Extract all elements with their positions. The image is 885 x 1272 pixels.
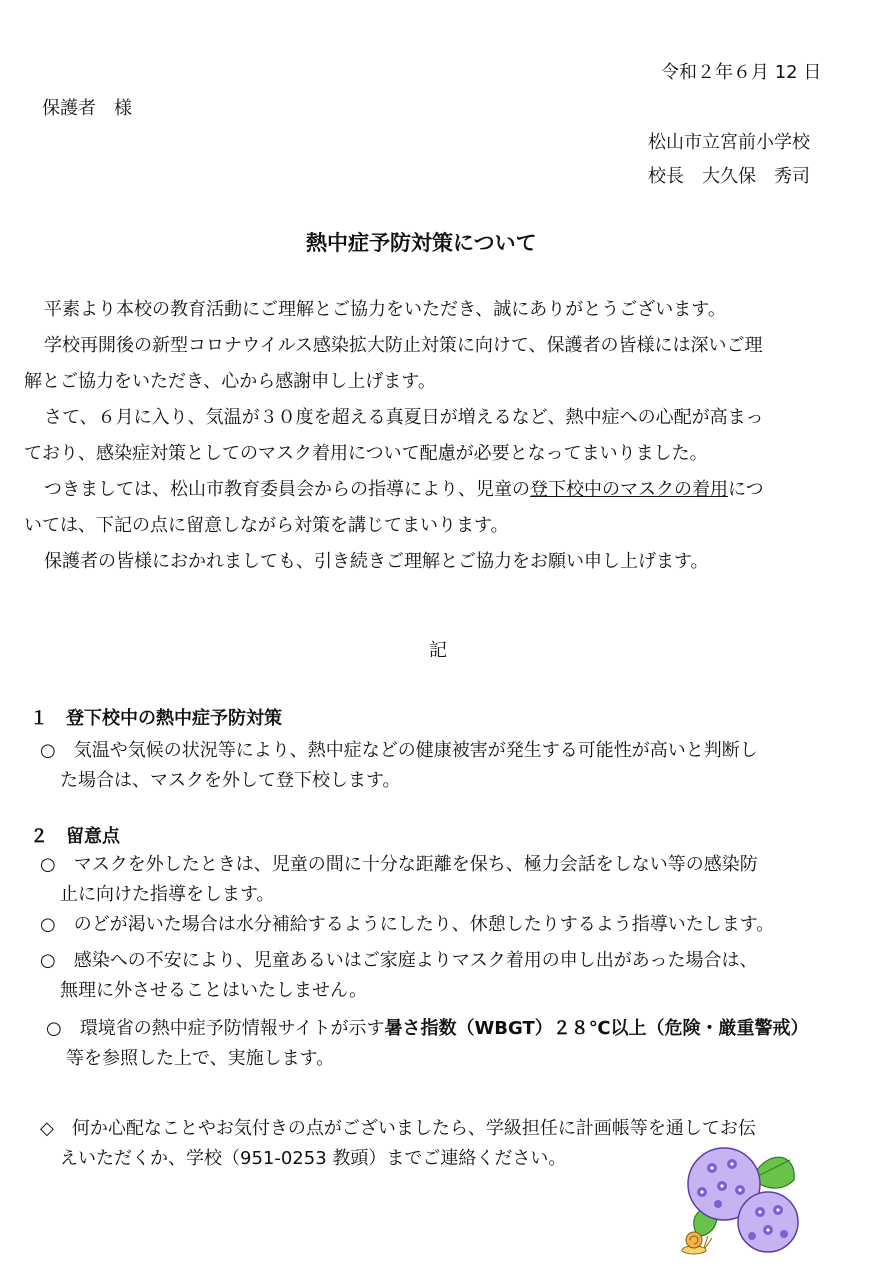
intro-p2b: 解とご協力をいただき、心から感謝申し上げます。 bbox=[24, 371, 436, 392]
section2-item4 bbox=[46, 1014, 809, 1074]
hydrangea-snail-illustration bbox=[672, 1140, 802, 1265]
section2-item2-line1: ○ のどが渇いた場合は水分補給するようにしたり、休憩したりするよう指導いたします。 bbox=[40, 914, 775, 935]
contact-note-line2: えいただくか、学校（951-0253 教頭）までご連絡ください。 bbox=[60, 1148, 567, 1169]
section1-item1-line1: ○ 気温や気候の状況等により、熱中症などの健康被害が発生する可能性が高いと判断し bbox=[40, 740, 758, 761]
section1-item1 bbox=[40, 736, 758, 796]
section2-item3-line1: ○ 感染への不安により、児童あるいはご家庭よりマスク着用の申し出があった場合は、 bbox=[40, 950, 758, 971]
snail-icon bbox=[682, 1232, 712, 1254]
section2-item1-line2: 止に向けた指導をします。 bbox=[60, 884, 275, 905]
intro-p4a-pre: つきましては、松山市教育委員会からの指導により、児童の bbox=[44, 479, 530, 500]
date: 令和２年６月 12 日 bbox=[661, 62, 822, 83]
intro-p4b: いては、下記の点に留意しながら対策を講じてまいります。 bbox=[24, 515, 509, 536]
section2-item1-line1: ○ マスクを外したときは、児童の間に十分な距離を保ち、極力会話をしない等の感染防 bbox=[40, 854, 758, 875]
section2-item3-line2: 無理に外させることはいたしません。 bbox=[60, 980, 368, 1001]
contact-note-line1: ◇ 何か心配なことやお気付きの点がございましたら、学級担任に計画帳等を通してお伝 bbox=[40, 1118, 756, 1139]
principal-name: 校長 大久保 秀司 bbox=[648, 166, 810, 187]
section2-item4-text: ○ 環境省の熱中症予防情報サイトが示す bbox=[46, 1018, 385, 1039]
intro-p4a-underlined: 登下校中のマスクの着用 bbox=[530, 479, 728, 500]
intro-p3a: さて、６月に入り、気温が３０度を超える真夏日が増えるなど、熱中症への心配が高まっ bbox=[44, 407, 764, 428]
section2-item4-line2: 等を参照した上で、実施します。 bbox=[66, 1048, 335, 1069]
section1-item1-line2: た場合は、マスクを外して登下校します。 bbox=[60, 770, 401, 791]
page-title: 熱中症予防対策について bbox=[306, 231, 537, 255]
intro-text bbox=[24, 292, 864, 580]
section2-item4-line1 bbox=[46, 1014, 809, 1044]
intro-p3b: ており、感染症対策としてのマスク着用について配慮が必要となってまいりました。 bbox=[24, 443, 708, 464]
intro-p4a-post: につ bbox=[728, 479, 764, 500]
addressee: 保護者 様 bbox=[42, 98, 132, 119]
section2-item2 bbox=[40, 910, 774, 940]
section2-item3 bbox=[40, 946, 758, 1006]
intro-p5: 保護者の皆様におかれましても、引き続きご理解とご協力をお願い申し上げます。 bbox=[44, 551, 709, 572]
intro-p4a bbox=[24, 472, 864, 508]
section2-heading: ２ 留意点 bbox=[30, 826, 120, 847]
section2-item1 bbox=[40, 850, 758, 910]
section1-heading: １ 登下校中の熱中症予防対策 bbox=[30, 708, 282, 729]
school-name: 松山市立宮前小学校 bbox=[648, 132, 810, 153]
ki-heading: 記 bbox=[429, 640, 447, 661]
intro-p1: 平素より本校の教育活動にご理解とご協力をいただき、誠にありがとうございます。 bbox=[44, 299, 726, 320]
intro-p2a: 学校再開後の新型コロナウイルス感染拡大防止対策に向けて、保護者の皆様には深いご理 bbox=[44, 335, 763, 356]
contact-note bbox=[40, 1114, 756, 1174]
wbgt-threshold: 暑さ指数（WBGT）２８℃以上（危険・厳重警戒） bbox=[384, 1018, 809, 1039]
